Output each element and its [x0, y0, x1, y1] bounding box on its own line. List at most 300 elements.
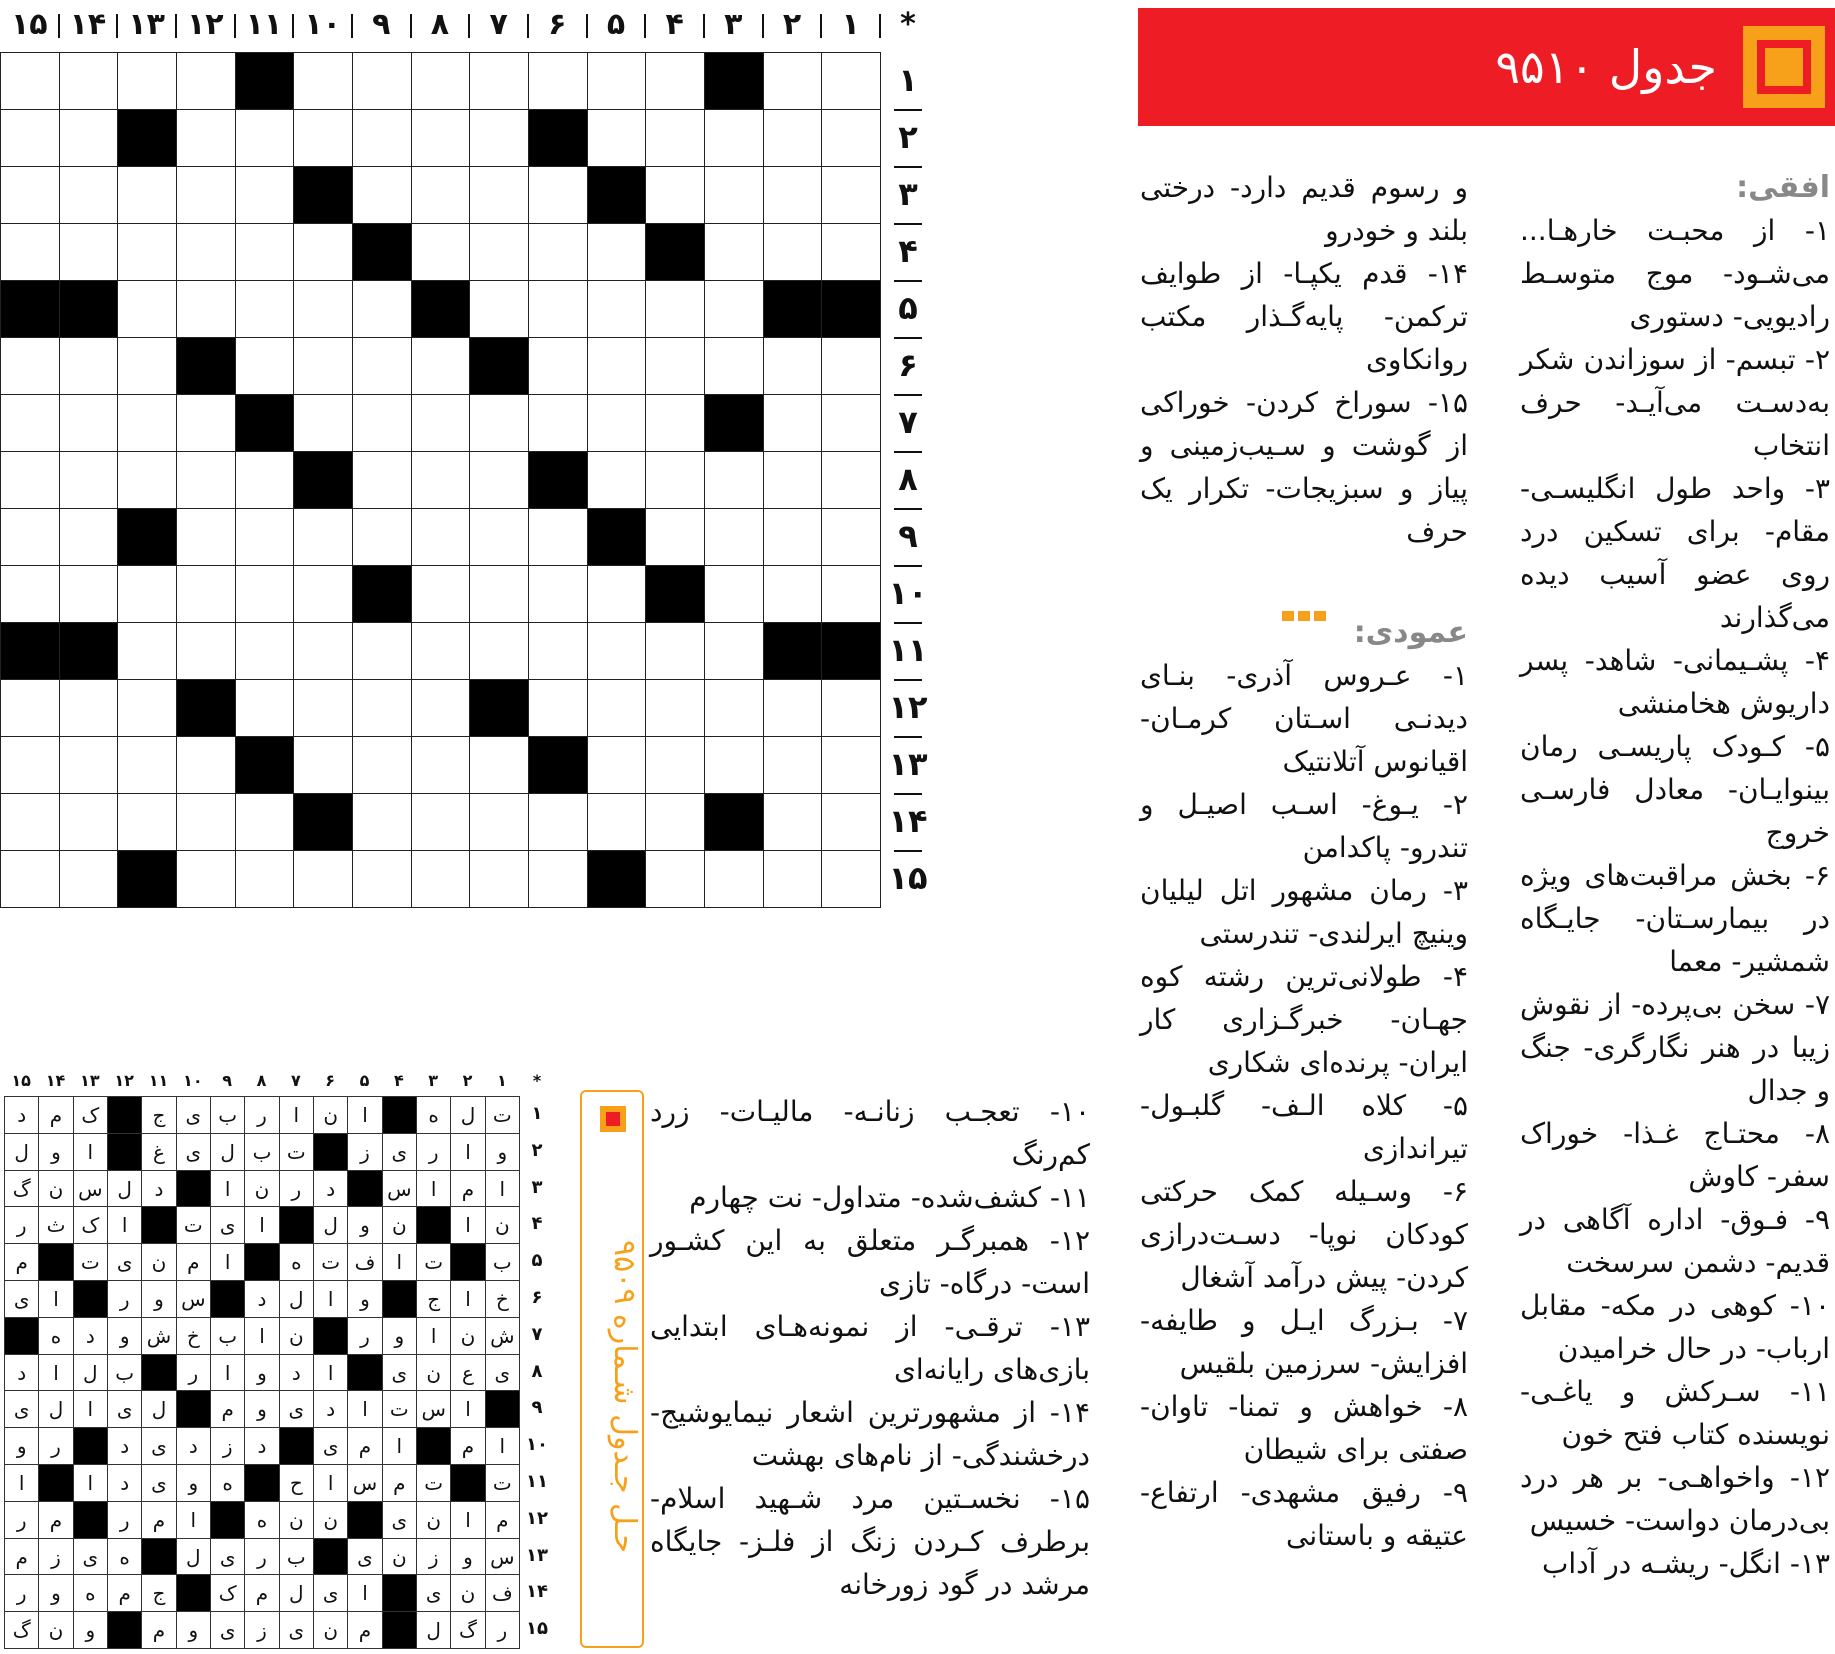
grid-cell	[645, 166, 705, 224]
row-separator	[894, 508, 922, 510]
solution-cell	[176, 1170, 211, 1208]
solution-cell	[244, 1464, 279, 1502]
solution-cell: ا	[4, 1464, 39, 1502]
solution-cell: د	[176, 1427, 211, 1465]
grid-cell	[0, 394, 60, 452]
solution-row-number: ۱۳	[526, 1544, 548, 1566]
grid-cell	[352, 622, 412, 680]
grid-cell	[176, 679, 236, 737]
clue-item: ۱۳- انگل- ریشـه در آداب	[1541, 1547, 1830, 1580]
grid-cell	[235, 166, 295, 224]
row-number: ۱۱	[888, 631, 928, 669]
grid-cell	[0, 736, 60, 794]
solution-cell: ا	[38, 1280, 73, 1318]
solution-row-number: ۱۱	[526, 1471, 548, 1492]
grid-cell	[821, 508, 881, 566]
solution-cell: ر	[244, 1096, 279, 1134]
solution-row-number: ۸	[531, 1360, 543, 1382]
grid-cell	[821, 679, 881, 737]
grid-cell	[587, 736, 647, 794]
clue-item: و رسوم قدیم دارد- درختی بلند و خودرو	[1140, 171, 1468, 247]
solution-cell	[107, 1096, 142, 1134]
grid-cell	[763, 109, 823, 167]
clue-item: ۵- کـودک پاریسـی رمان بینوایـان- معادل فارسـی خروج	[1520, 730, 1830, 849]
solution-cell	[141, 1538, 176, 1576]
grid-cell	[528, 394, 588, 452]
grid-cell	[587, 223, 647, 281]
solution-cell: ل	[4, 1133, 39, 1171]
row-number: ۴	[898, 232, 918, 270]
vertical-title: عمودی:	[1353, 615, 1468, 650]
clues-right-column	[1520, 166, 1830, 1585]
grid-cell	[293, 166, 353, 224]
row-separator	[894, 109, 922, 111]
solution-cell: ج	[141, 1096, 176, 1134]
clue-item: ۱- از محبـت خارهـا... می‌شـود- موج متوسـط رادیویی- دستوری	[1520, 214, 1830, 333]
solution-cell	[347, 1501, 382, 1539]
column-number: ۵	[606, 7, 626, 42]
header-banner	[1138, 8, 1835, 126]
grid-cell	[0, 166, 60, 224]
solution-cell: و	[4, 1427, 39, 1465]
grid-cell	[411, 736, 471, 794]
solution-cell: ا	[313, 1354, 348, 1392]
solution-cell: ن	[485, 1206, 520, 1244]
grid-cell	[117, 679, 177, 737]
grid-cell	[293, 679, 353, 737]
grid-cell	[528, 451, 588, 509]
grid-cell	[117, 223, 177, 281]
solution-cell: ب	[244, 1133, 279, 1171]
grid-cell	[704, 850, 764, 908]
solution-cell	[73, 1280, 108, 1318]
solution-cell	[210, 1280, 245, 1318]
solution-cell	[73, 1501, 108, 1539]
grid-cell	[176, 394, 236, 452]
grid-cell	[235, 394, 295, 452]
grid-cell	[821, 280, 881, 338]
grid-cell	[352, 394, 412, 452]
grid-cell	[293, 565, 353, 623]
solution-cell: د	[244, 1280, 279, 1318]
grid-cell	[59, 850, 119, 908]
solution-cell: ی	[347, 1538, 382, 1576]
grid-cell	[704, 451, 764, 509]
solution-cell: ا	[450, 1390, 485, 1428]
grid-cell	[176, 793, 236, 851]
solution-cell: ن	[279, 1317, 314, 1355]
grid-cell	[763, 508, 823, 566]
grid-cell	[411, 565, 471, 623]
solution-cell: ت	[382, 1390, 417, 1428]
grid-cell	[0, 280, 60, 338]
clue-item: ۲- یـوغ- اسـب اصیـل و تندرو- پاکدامن	[1140, 788, 1468, 864]
clue-item: ۳- واحد طول انگلیسـی- مقام- برای تسکین درد روی عضو آسیب دیده می‌گذارند	[1520, 472, 1830, 634]
row-number: ۱	[898, 61, 918, 99]
solution-cell: ز	[38, 1538, 73, 1576]
solution-cell: ک	[210, 1574, 245, 1612]
grid-cell	[587, 679, 647, 737]
solution-cell: و	[38, 1574, 73, 1612]
grid-cell	[528, 223, 588, 281]
column-separator	[586, 14, 588, 38]
grid-cell	[117, 565, 177, 623]
solution-cell: ل	[141, 1390, 176, 1428]
solution-row-number: ۵	[531, 1250, 543, 1272]
column-number: ۲	[782, 7, 802, 42]
grid-cell	[0, 223, 60, 281]
solution-cell: ر	[107, 1501, 142, 1539]
grid-cell	[645, 109, 705, 167]
grid-cell	[0, 109, 60, 167]
solution-cell: ف	[347, 1243, 382, 1281]
grid-cell	[469, 736, 529, 794]
row-separator	[894, 223, 922, 225]
grid-cell	[352, 166, 412, 224]
solution-column-number: ۶	[325, 1071, 336, 1090]
solution-cell: ی	[382, 1133, 417, 1171]
solution-cell	[347, 1170, 382, 1208]
solution-row-number: ۱	[531, 1103, 543, 1124]
grid-cell	[821, 166, 881, 224]
grid-cell	[293, 223, 353, 281]
grid-cell	[293, 109, 353, 167]
grid-cell	[0, 622, 60, 680]
grid-cell	[411, 394, 471, 452]
solution-cell: ب	[279, 1538, 314, 1576]
solution-cell: س	[176, 1280, 211, 1318]
solution-cell	[450, 1243, 485, 1281]
grid-cell	[528, 508, 588, 566]
solution-cell: و	[244, 1390, 279, 1428]
grid-cell	[411, 793, 471, 851]
solution-cell: ا	[382, 1427, 417, 1465]
solution-cell: س	[73, 1170, 108, 1208]
solution-column-number: ۱۰	[183, 1071, 203, 1090]
solution-column-number: ۱	[496, 1071, 507, 1090]
solution-column-number: ۱۵	[11, 1071, 31, 1090]
grid-cell	[763, 451, 823, 509]
row-separator	[894, 337, 922, 339]
grid-cell	[587, 109, 647, 167]
grid-cell	[469, 109, 529, 167]
solution-cell: ر	[38, 1427, 73, 1465]
grid-cell	[821, 394, 881, 452]
grid-cell	[0, 508, 60, 566]
grid-cell	[704, 280, 764, 338]
solution-row-numbers	[519, 1096, 555, 1648]
grid-cell	[469, 166, 529, 224]
solution-cell: د	[107, 1427, 142, 1465]
grid-cell	[763, 565, 823, 623]
grid-cell	[0, 793, 60, 851]
solution-cell: و	[347, 1206, 382, 1244]
column-number: ۸	[430, 7, 450, 42]
clue-item: ۳- رمان مشهور اتل لیلیان وینیچ ایرلندی- تندرستی	[1140, 874, 1468, 950]
grid-cell	[528, 679, 588, 737]
clue-item: ۹- فـوق- اداره آگاهی در قدیم- دشمن سرسخت	[1520, 1203, 1830, 1279]
row-number: ۱۳	[888, 745, 928, 783]
column-separator	[234, 14, 236, 38]
solution-column-number: ۱۳	[80, 1071, 100, 1090]
solution-cell: ی	[4, 1390, 39, 1428]
solution-cell: ا	[347, 1574, 382, 1612]
solution-cell: ج	[416, 1280, 451, 1318]
solution-cell: س	[347, 1464, 382, 1502]
grid-cell	[763, 679, 823, 737]
grid-cell	[235, 565, 295, 623]
clue-item: ۱۰- تعجـب زنانـه- مالیـات- زرد کم‌رنگ	[650, 1095, 1090, 1171]
clue-item: ۴- طولانی‌ترین رشته کوه جهـان- خبرگـزاری کار ایران- پرنده‌ای شکاری	[1140, 960, 1468, 1079]
solution-column-number: ۴	[393, 1071, 404, 1090]
solution-cell: ی	[210, 1538, 245, 1576]
grid-cell	[645, 508, 705, 566]
solution-cell: ر	[485, 1611, 520, 1649]
solution-cell: ی	[485, 1354, 520, 1392]
solution-cell: م	[382, 1464, 417, 1502]
solution-cell: ا	[416, 1317, 451, 1355]
solution-cell: د	[4, 1096, 39, 1134]
grid-cell	[0, 679, 60, 737]
solution-cell	[313, 1317, 348, 1355]
grid-cell	[59, 508, 119, 566]
solution-row-number: ۱۲	[526, 1507, 548, 1529]
solution-cell: ه	[416, 1096, 451, 1134]
clue-item: ۶- بخش مراقبت‌های ویژه در بیمارسـتان- جایـگاه شمشیر- معما	[1520, 859, 1830, 978]
solution-cell: ر	[416, 1133, 451, 1171]
solution-cell: ا	[73, 1133, 108, 1171]
solution-cell	[382, 1096, 417, 1134]
solution-cell: ت	[485, 1464, 520, 1502]
grid-cell	[469, 622, 529, 680]
grid-cell	[821, 793, 881, 851]
grid-cell	[117, 850, 177, 908]
solution-cell: ی	[73, 1538, 108, 1576]
grid-cell	[528, 52, 588, 110]
grid-cell	[821, 223, 881, 281]
grid-cell	[235, 736, 295, 794]
grid-cell	[704, 736, 764, 794]
solution-cell: و	[107, 1317, 142, 1355]
solution-cell: ج	[141, 1574, 176, 1612]
solution-cell	[416, 1427, 451, 1465]
solution-column-number: ۲	[462, 1071, 473, 1090]
column-separator	[410, 14, 412, 38]
column-number: ۱۱	[245, 7, 283, 42]
solution-cell: ن	[416, 1501, 451, 1539]
grid-cell	[821, 52, 881, 110]
solution-cell: ی	[107, 1390, 142, 1428]
grid-cell	[469, 679, 529, 737]
solution-cell: ی	[4, 1280, 39, 1318]
grid-cell	[645, 679, 705, 737]
grid-cell	[0, 451, 60, 509]
grid-cell	[411, 280, 471, 338]
column-separator	[644, 14, 646, 38]
solution-cell: ل	[176, 1538, 211, 1576]
column-number: ۴	[665, 7, 684, 42]
grid-cell	[235, 508, 295, 566]
solution-cell: ن	[416, 1354, 451, 1392]
solution-cell: د	[4, 1354, 39, 1392]
grid-cell	[352, 223, 412, 281]
grid-cell	[704, 622, 764, 680]
grid-cell	[645, 337, 705, 395]
row-separator	[894, 850, 922, 852]
column-separator	[58, 14, 60, 38]
column-number: ۱۵	[10, 7, 48, 42]
grid-cell	[704, 679, 764, 737]
solution-cell: و	[450, 1538, 485, 1576]
solution-column-number: ۱۲	[114, 1071, 134, 1090]
solution-cell: ا	[450, 1280, 485, 1318]
row-separator	[894, 565, 922, 567]
grid-cell	[176, 337, 236, 395]
solution-cell: ل	[210, 1133, 245, 1171]
solution-cell	[4, 1317, 39, 1355]
grid-cell	[411, 679, 471, 737]
column-separator	[116, 14, 118, 38]
solution-cell: ا	[279, 1096, 314, 1134]
grid-cell	[0, 52, 60, 110]
grid-cell	[59, 451, 119, 509]
grid-cell	[411, 109, 471, 167]
solution-cell: ز	[244, 1611, 279, 1649]
solution-cell: ب	[485, 1243, 520, 1281]
solution-cell: د	[244, 1427, 279, 1465]
clues-bottom-column	[650, 1090, 1090, 1606]
grid-cell	[352, 850, 412, 908]
solution-cell: ن	[38, 1611, 73, 1649]
solution-cell: ن	[450, 1317, 485, 1355]
clue-item: ۵- کلاه الـف- گلبـول- تیراندازی	[1140, 1089, 1468, 1165]
kayhan-logo-icon	[1743, 26, 1825, 108]
grid-cell	[469, 451, 529, 509]
row-separator	[894, 679, 922, 681]
solution-cell: ا	[244, 1317, 279, 1355]
solution-cell: ت	[416, 1464, 451, 1502]
grid-cell	[59, 337, 119, 395]
solution-cell: ت	[73, 1243, 108, 1281]
grid-cell	[469, 793, 529, 851]
grid-cell	[528, 850, 588, 908]
grid-cell	[59, 109, 119, 167]
solution-cell: ت	[279, 1133, 314, 1171]
solution-cell	[107, 1133, 142, 1171]
solution-cell: س	[485, 1538, 520, 1576]
column-number: ۹	[372, 7, 391, 42]
grid-cell	[176, 736, 236, 794]
solution-column-number: ۹	[222, 1071, 233, 1090]
solution-cell	[450, 1464, 485, 1502]
solution-grid	[4, 1096, 519, 1648]
grid-cell	[117, 166, 177, 224]
grid-cell	[587, 565, 647, 623]
solution-cell: ی	[141, 1427, 176, 1465]
grid-cell	[469, 565, 529, 623]
grid-cell	[528, 166, 588, 224]
solution-cell: م	[347, 1611, 382, 1649]
grid-cell	[117, 508, 177, 566]
grid-cell	[59, 223, 119, 281]
grid-cell	[821, 736, 881, 794]
grid-cell	[176, 508, 236, 566]
grid-cell	[117, 793, 177, 851]
row-number: ۵	[898, 289, 918, 327]
grid-cell	[293, 451, 353, 509]
grid-cell	[821, 109, 881, 167]
grid-cell	[763, 337, 823, 395]
grid-cell	[763, 793, 823, 851]
grid-cell	[704, 337, 764, 395]
clue-item: ۱۵- سوراخ کردن- خوراکی از گوشت و سـیب‌زمینی و پیاز و سبزیجات- تکرار یک حرف	[1140, 386, 1468, 548]
solution-cell: خ	[176, 1317, 211, 1355]
solution-cell: ب	[210, 1096, 245, 1134]
row-separator	[894, 394, 922, 396]
grid-cell	[293, 280, 353, 338]
solution-cell: ل	[73, 1354, 108, 1392]
solution-row-number: ۳	[531, 1176, 543, 1198]
solution-cell: ش	[141, 1317, 176, 1355]
column-separator	[468, 14, 470, 38]
solution-cell: ن	[313, 1501, 348, 1539]
grid-cell	[352, 109, 412, 167]
solution-cell	[279, 1206, 314, 1244]
grid-cell	[821, 337, 881, 395]
clue-item: ۸- محتـاج غـذا- خوراک سفر- کاوش	[1520, 1117, 1830, 1193]
solution-label-text: حـل جـدول شـماره ۹۵۰۹	[607, 1240, 642, 1554]
solution-cell: د	[313, 1390, 348, 1428]
solution-cell: م	[485, 1501, 520, 1539]
star-icon: *	[900, 7, 916, 42]
clues-middle-column	[1140, 166, 1468, 1557]
grid-cell	[528, 793, 588, 851]
solution-cell: ا	[450, 1206, 485, 1244]
clue-item: ۱۴- قدم یکپـا- از طوایف ترکمن- پایه‌گـذار مکتب روانکاوی	[1140, 257, 1468, 376]
clue-item: ۱۲- همبرگـر متعلق به این کشـور است- درگاه- تازی	[650, 1224, 1090, 1300]
solution-cell: د	[73, 1317, 108, 1355]
grid-cell	[645, 793, 705, 851]
grid-cell	[821, 850, 881, 908]
vertical-clue-list-continued	[650, 1090, 1090, 1606]
grid-cell	[176, 280, 236, 338]
grid-cell	[352, 679, 412, 737]
solution-cell: م	[38, 1096, 73, 1134]
solution-row-number: ۴	[531, 1213, 543, 1235]
grid-cell	[469, 223, 529, 281]
grid-cell	[293, 394, 353, 452]
grid-cell	[235, 679, 295, 737]
grid-cell	[59, 166, 119, 224]
grid-cell	[352, 565, 412, 623]
solution-cell: ن	[313, 1096, 348, 1134]
horizontal-clue-list-continued	[1140, 166, 1468, 553]
grid-cell	[117, 337, 177, 395]
row-number: ۶	[898, 346, 918, 384]
column-numbers	[0, 0, 936, 52]
solution-cell: م	[244, 1574, 279, 1612]
grid-cell	[645, 223, 705, 281]
column-separator	[762, 14, 764, 38]
grid-cell	[352, 280, 412, 338]
solution-cell: ر	[279, 1170, 314, 1208]
solution-cell: ی	[107, 1243, 142, 1281]
clue-item: ۱۲- واخواهـی- بر هر درد بی‌درمان دواست- خسیس	[1520, 1461, 1830, 1537]
grid-cell	[176, 622, 236, 680]
column-number: ۶	[548, 7, 567, 42]
solution-cell: م	[450, 1170, 485, 1208]
solution-cell: ر	[244, 1538, 279, 1576]
